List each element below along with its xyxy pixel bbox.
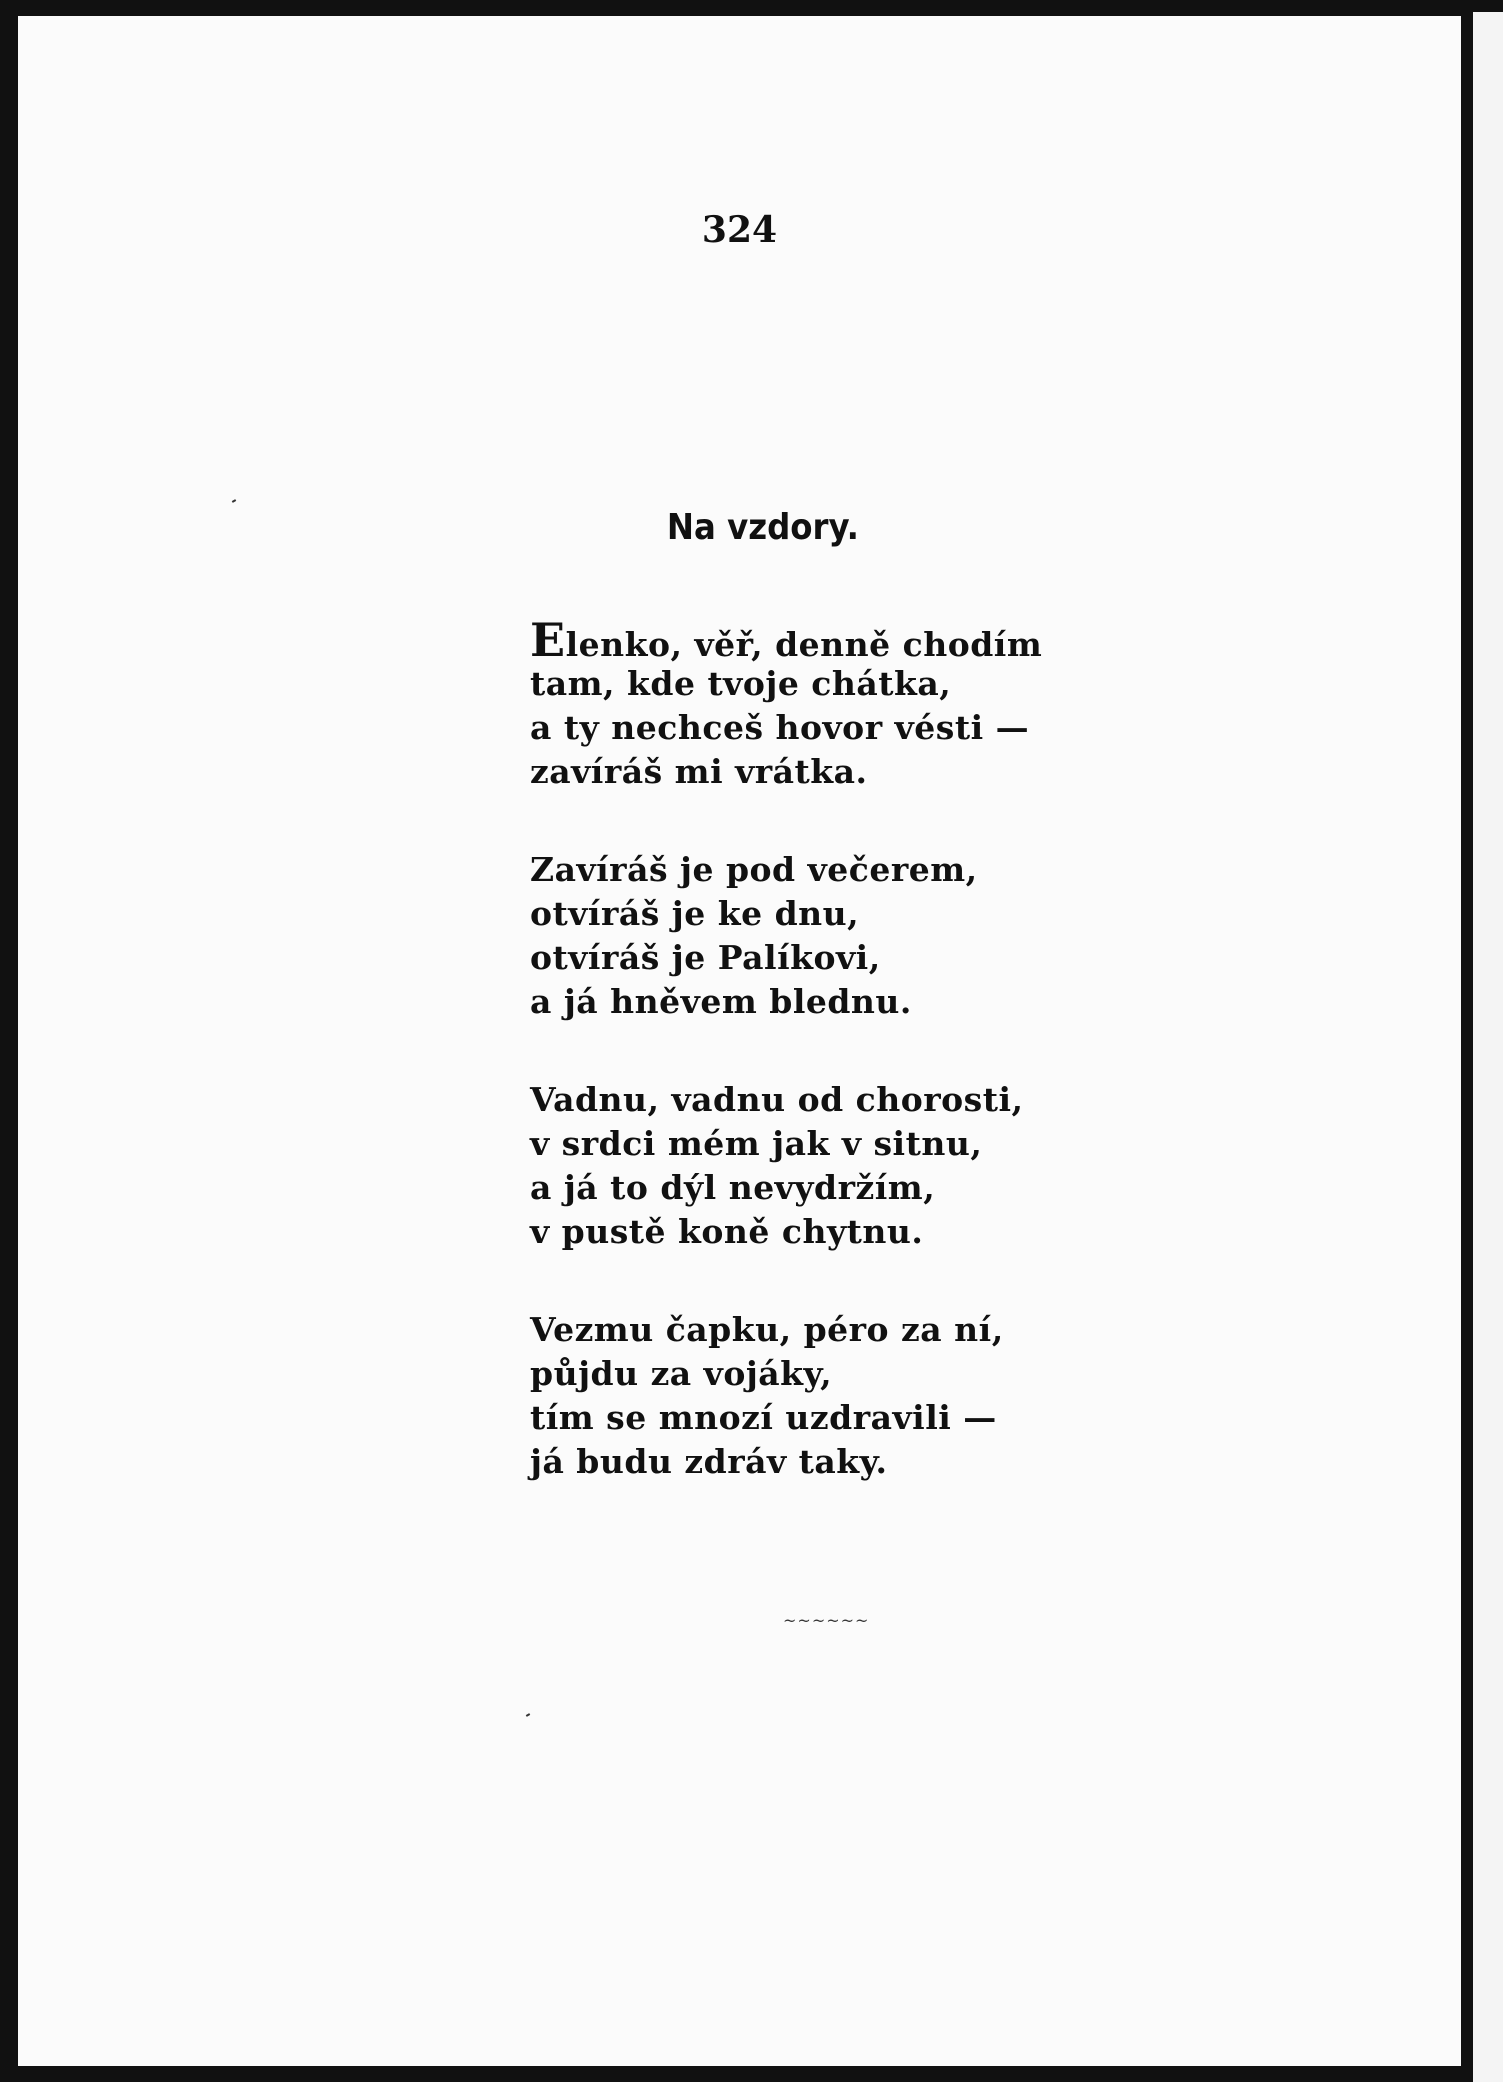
ink-speck — [526, 1713, 530, 1717]
stanza — [530, 848, 1042, 1024]
poem-line: zavíráš mi vrátka. — [530, 752, 868, 791]
poem-line: půjdu za vojáky, — [530, 1354, 833, 1393]
adjacent-page-edge — [1473, 12, 1503, 2082]
poem-line: a ty nechceš hovor vésti — — [530, 708, 1030, 747]
book-page — [18, 16, 1461, 2066]
poem-line: a já hněvem blednu. — [530, 982, 912, 1021]
poem-line: Vadnu, vadnu od chorosti, — [530, 1080, 1024, 1119]
poem-line: Zavíráš je pod večerem, — [530, 850, 978, 889]
poem-line: tím se mnozí uzdravili — — [530, 1398, 997, 1437]
stanza — [530, 1308, 1042, 1484]
poem-line: v srdci mém jak v sitnu, — [530, 1124, 983, 1163]
poem-body — [530, 613, 1043, 1538]
poem-line: otvíráš je ke dnu, — [530, 894, 860, 933]
poem-line: tam, kde tvoje chátka, — [530, 664, 952, 703]
ink-speck — [232, 499, 236, 503]
poem-line: já budu zdráv taky. — [530, 1442, 888, 1481]
poem-line: Vezmu čapku, péro za ní, — [530, 1310, 1004, 1349]
poem-line: a já to dýl nevydržím, — [530, 1168, 936, 1207]
poem-line: Elenko, věř, denně chodím — [530, 613, 1043, 667]
drop-cap: E — [530, 613, 566, 667]
page-number: 324 — [701, 209, 778, 251]
poem-line: otvíráš je Palíkovi, — [530, 938, 881, 977]
poem-title: Na vzdory. — [666, 507, 859, 548]
end-ornament: ~~~~~~ — [783, 1611, 870, 1630]
stanza — [530, 613, 1043, 794]
poem-line: v pustě koně chytnu. — [530, 1212, 924, 1251]
stanza — [530, 1078, 1042, 1254]
